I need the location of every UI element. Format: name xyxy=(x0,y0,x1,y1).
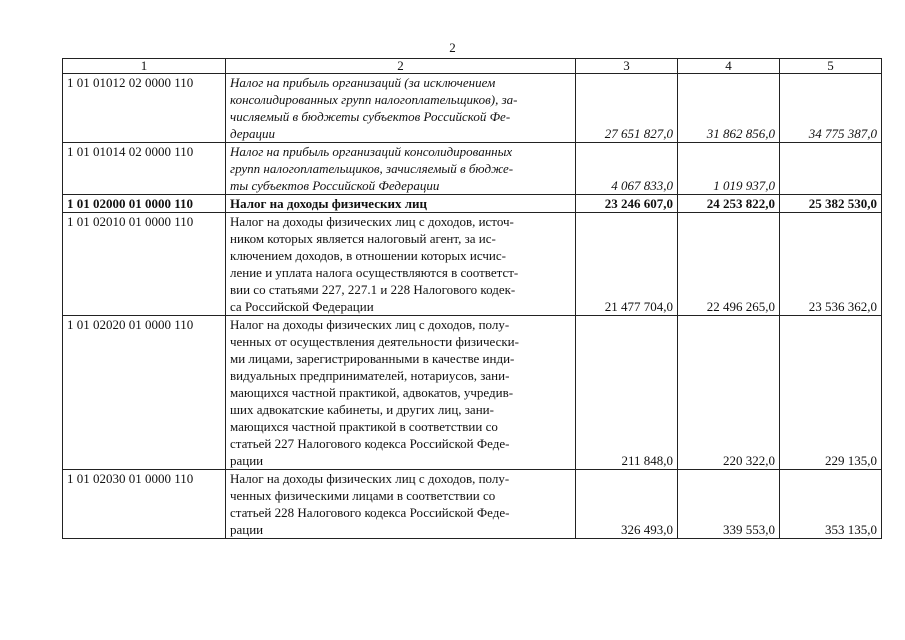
description-line: числяемый в бюджеты субъектов Российской Фе- xyxy=(230,109,511,124)
table-row xyxy=(63,74,882,143)
amount-col3: 21 477 704,0 xyxy=(576,213,678,316)
tax-description xyxy=(226,74,576,143)
description-line: ключением доходов, в отношении которых исчис- xyxy=(230,248,506,263)
description-line: Налог на доходы физических лиц с доходов, источ- xyxy=(230,214,514,229)
description-line: Налог на доходы физических лиц с доходов, полу- xyxy=(230,471,510,486)
description-line: Налог на прибыль организаций консолидированных xyxy=(230,144,513,159)
description-line: консолидированных групп налогоплательщиков), за- xyxy=(230,92,518,107)
description-line: ченных физическими лицами в соответствии со xyxy=(230,488,496,503)
description-line: мающихся частной практикой, адвокатов, учредив- xyxy=(230,385,514,400)
budget-code: 1 01 02020 01 0000 110 xyxy=(63,316,226,470)
table-row xyxy=(63,143,882,195)
description-line: вии со статьями 227, 227.1 и 228 Налогового кодек- xyxy=(230,282,516,297)
description-line: статьей 228 Налогового кодекса Российской Феде- xyxy=(230,505,510,520)
table-row xyxy=(63,213,882,316)
tax-description xyxy=(226,213,576,316)
amount-col4: 339 553,0 xyxy=(678,470,780,539)
amount-col3: 23 246 607,0 xyxy=(576,195,678,213)
description-line: рации xyxy=(230,522,264,537)
description-line: са Российской Федерации xyxy=(230,299,374,314)
table-row xyxy=(63,195,882,213)
amount-col4: 24 253 822,0 xyxy=(678,195,780,213)
table-row xyxy=(63,470,882,539)
tax-description xyxy=(226,143,576,195)
description-line: видуальных предпринимателей, нотариусов, зани- xyxy=(230,368,510,383)
amount-col4: 1 019 937,0 xyxy=(678,143,780,195)
amount-col3: 4 067 833,0 xyxy=(576,143,678,195)
amount-col3: 326 493,0 xyxy=(576,470,678,539)
description-line: ченных от осуществления деятельности физически- xyxy=(230,334,519,349)
column-header-2: 2 xyxy=(226,59,576,74)
amount-col5: 34 775 387,0 xyxy=(780,74,882,143)
column-header-4: 4 xyxy=(678,59,780,74)
amount-col3: 211 848,0 xyxy=(576,316,678,470)
budget-code: 1 01 01012 02 0000 110 xyxy=(63,74,226,143)
description-line: мающихся частной практикой в соответствии со xyxy=(230,419,498,434)
budget-code: 1 01 01014 02 0000 110 xyxy=(63,143,226,195)
budget-table xyxy=(62,58,882,539)
tax-description xyxy=(226,470,576,539)
amount-col5 xyxy=(780,143,882,195)
description-line: ми лицами, зарегистрированными в качестве инди- xyxy=(230,351,515,366)
budget-code: 1 01 02010 01 0000 110 xyxy=(63,213,226,316)
description-line: рации xyxy=(230,453,264,468)
amount-col3: 27 651 827,0 xyxy=(576,74,678,143)
description-line: ником которых является налоговый агент, за ис- xyxy=(230,231,496,246)
description-line: ших адвокатские кабинеты, и других лиц, зани- xyxy=(230,402,494,417)
amount-col4: 22 496 265,0 xyxy=(678,213,780,316)
page-number: 2 xyxy=(449,40,456,55)
description-line: групп налогоплательщиков, зачисляемый в бюдже- xyxy=(230,161,514,176)
table-header-row xyxy=(63,59,882,74)
column-header-1: 1 xyxy=(63,59,226,74)
amount-col4: 31 862 856,0 xyxy=(678,74,780,143)
budget-code: 1 01 02030 01 0000 110 xyxy=(63,470,226,539)
amount-col5: 25 382 530,0 xyxy=(780,195,882,213)
amount-col5: 353 135,0 xyxy=(780,470,882,539)
table-row xyxy=(63,316,882,470)
budget-code: 1 01 02000 01 0000 110 xyxy=(63,195,226,213)
description-line: дерации xyxy=(230,126,276,141)
amount-col4: 220 322,0 xyxy=(678,316,780,470)
description-line: Налог на доходы физических лиц с доходов, полу- xyxy=(230,317,510,332)
amount-col5: 229 135,0 xyxy=(780,316,882,470)
description-line: статьей 227 Налогового кодекса Российской Феде- xyxy=(230,436,510,451)
column-header-3: 3 xyxy=(576,59,678,74)
description-line: Налог на доходы физических лиц xyxy=(230,196,428,211)
tax-description xyxy=(226,195,576,213)
tax-description xyxy=(226,316,576,470)
description-line: Налог на прибыль организаций (за исключением xyxy=(230,75,496,90)
description-line: ление и уплата налога осуществляются в соответст- xyxy=(230,265,519,280)
amount-col5: 23 536 362,0 xyxy=(780,213,882,316)
description-line: ты субъектов Российской Федерации xyxy=(230,178,440,193)
column-header-5: 5 xyxy=(780,59,882,74)
